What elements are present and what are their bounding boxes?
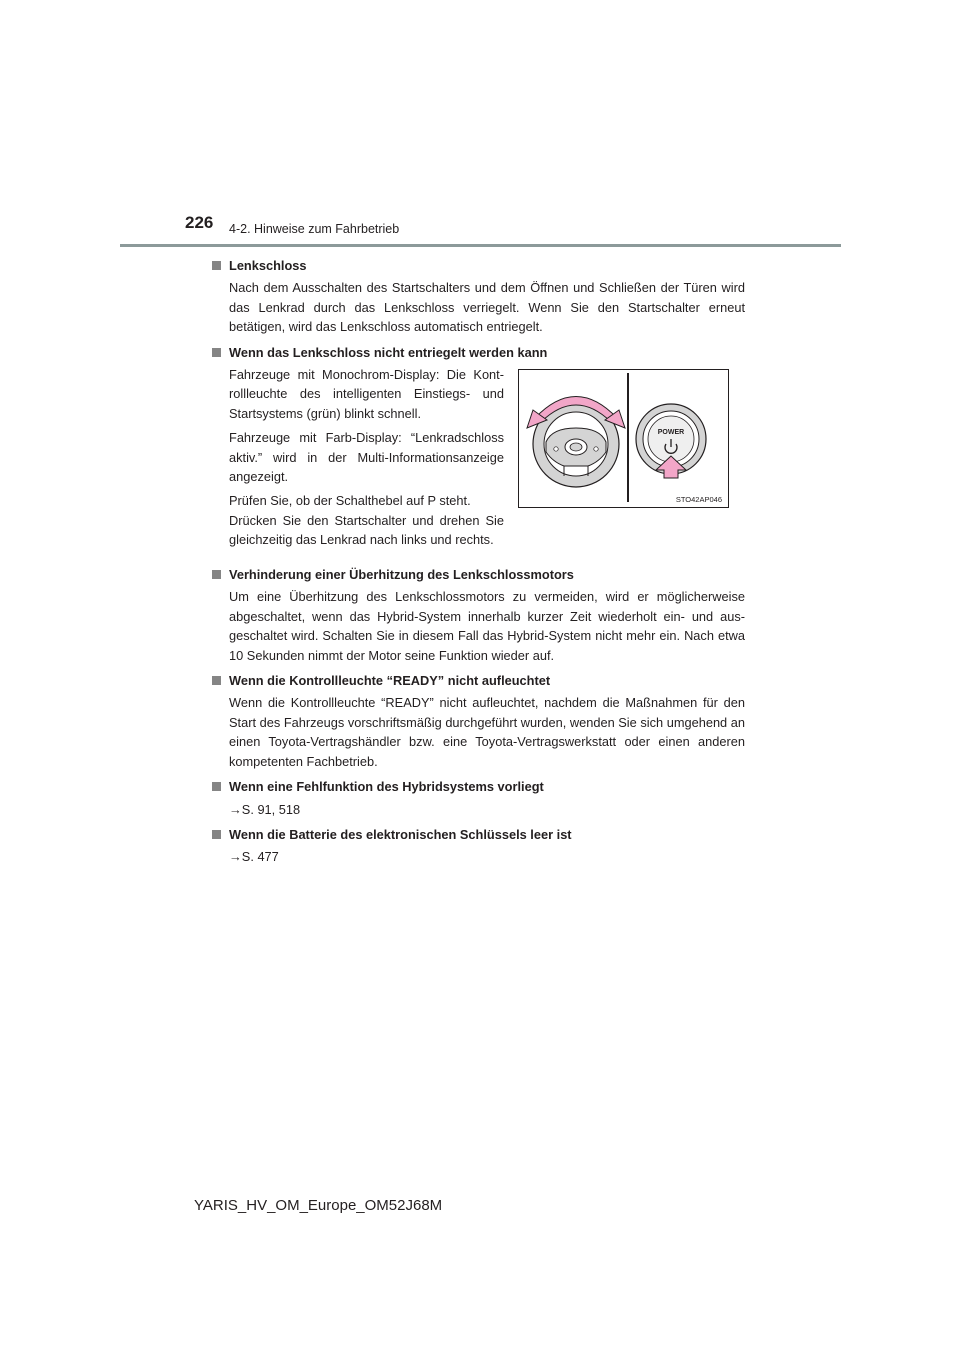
unlock-failure-block (212, 365, 745, 558)
bullet-square-icon (212, 261, 221, 270)
power-button-label: POWER (657, 429, 685, 437)
bullet-square-icon (212, 782, 221, 791)
header-rule (120, 244, 841, 247)
section-body-lenkschloss: Nach dem Ausschalten des Startschalters und dem Öffnen und Schließen der Türen wird das Lenkrad durch das Lenkschloss verriegelt. Wenn Sie den Startschalter erneut betätigen, wird das Lenkschloss automatisch entriegelt. (229, 280, 745, 335)
section-body-ready-light: Wenn die Kontrollleuchte “READY” nicht aufleuchtet, nachdem die Maßnahmen für den Start des Fahrzeugs vorschriftsmäßig durchgeführt wurden, wenden Sie sich umgehend an einen Toyota-Vertragshändler bzw. eine Toyota-Vertragswerkstatt oder einen anderen kompetenten Fachbetrieb. (229, 695, 745, 769)
bullet-square-icon (212, 830, 221, 839)
page-number: 226 (185, 213, 214, 232)
xref-key-battery[interactable]: →S. 477 (229, 849, 279, 865)
section-heading-unlock-failure: Wenn das Lenkschloss nicht entriegelt werden kann (212, 343, 745, 362)
paragraph-check-shift-lever: Prüfen Sie, ob der Schalthebel auf P steht. (229, 493, 471, 509)
unlock-failure-text (229, 365, 504, 555)
page-content (212, 256, 745, 873)
section-body-overheating: Um eine Überhitzung des Lenkschlossmotors zu vermeiden, wird er möglicherweise abgeschaltet, wenn das Hybrid-System innerhalb kurzer Zeit wiederholt ein- und aus-geschaltet wird. Schalten Sie in diesem Fall das Hybrid-System nicht mehr ein. Nach etwa 10 Sekunden nimmt der Motor seine Funktion wieder auf. (229, 589, 745, 663)
paragraph-press-start-switch: Drücken Sie den Startschalter und drehen Sie gleichzeitig das Lenkrad nach links und rechts. (229, 512, 504, 548)
bullet-square-icon (212, 570, 221, 579)
steering-power-figure (518, 369, 729, 508)
xref-hybrid-malfunction[interactable]: →S. 91, 518 (229, 801, 301, 817)
section-heading-lenkschloss: Lenkschloss (212, 256, 745, 275)
steering-power-illustration (519, 370, 728, 507)
footer-doc-id: YARIS_HV_OM_Europe_OM52J68M (194, 1197, 443, 1214)
bullet-square-icon (212, 348, 221, 357)
paragraph-color-display: Fahrzeuge mit Farb-Display: “Lenkradschloss aktiv.” wird in der Multi-Informationsanzeige angezeigt. (229, 430, 504, 485)
bullet-square-icon (212, 676, 221, 685)
section-heading-hybrid-malfunction: Wenn eine Fehlfunktion des Hybridsystems vorliegt (212, 777, 745, 796)
paragraph-monochrome-display: Fahrzeuge mit Monochrom-Display: Die Kont-rollleuchte des intelligenten Einstiegs- und Startsystems (grün) blinkt schnell. (229, 367, 504, 421)
section-heading-overheating: Verhinderung einer Überhitzung des Lenkschlossmotors (212, 565, 745, 584)
section-heading-key-battery: Wenn die Batterie des elektronischen Schlüssels leer ist (212, 825, 745, 844)
chapter-title: 4-2. Hinweise zum Fahrbetrieb (229, 222, 400, 236)
figure-id: STO42AP046 (675, 495, 722, 505)
section-heading-ready-light: Wenn die Kontrollleuchte “READY” nicht aufleuchtet (212, 671, 745, 690)
